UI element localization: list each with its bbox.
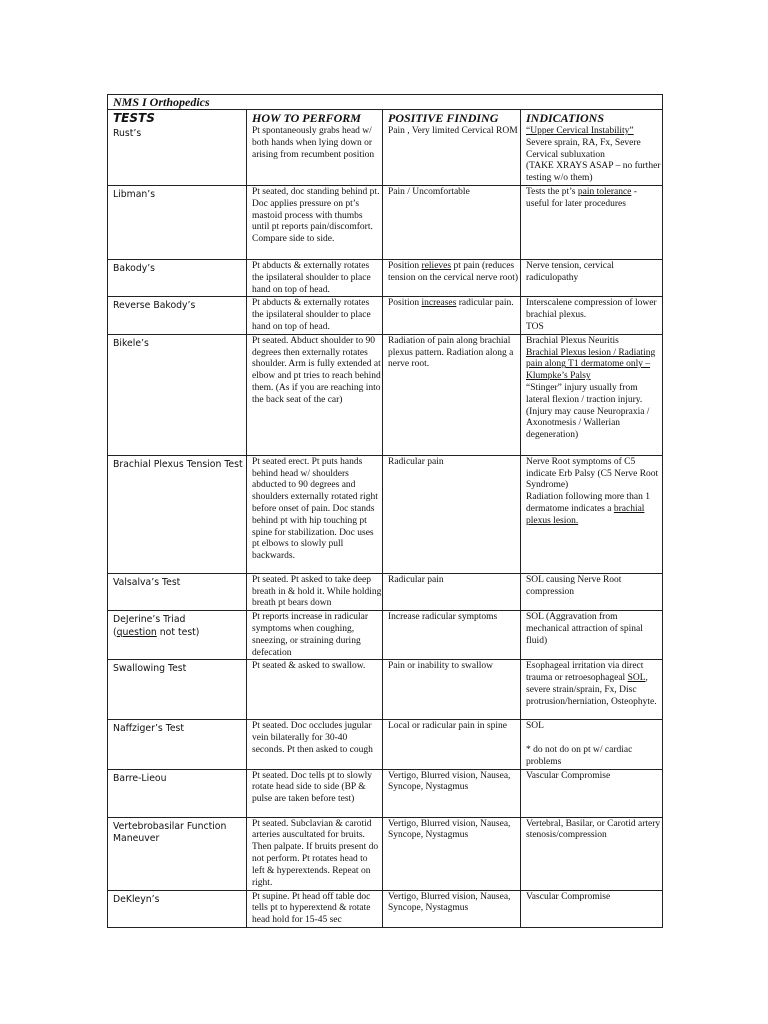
indications: Nerve Root symptoms of C5 indicate Erb Palsy (C5 Nerve Root Syndrome) Radiation following more than 1 dermatome indicates a brachial plexus lesion. xyxy=(521,455,663,573)
table-row xyxy=(108,660,663,720)
table-row xyxy=(108,890,663,927)
how-to-perform: Pt spontaneously grabs head w/ both hands when lying down or arising from recumbent position xyxy=(247,125,383,185)
how-to-perform: Pt supine. Pt head off table doc tells pt to hyperextend & rotate head hold for 15-45 sec xyxy=(247,890,383,927)
table-row xyxy=(108,297,663,334)
positive-finding: Pain or inability to swallow xyxy=(383,660,521,720)
positive-finding: Vertigo, Blurred vision, Nausea, Syncope, Nystagmus xyxy=(383,769,521,817)
header-how-to-perform: HOW TO PERFORM xyxy=(247,110,383,126)
table-row xyxy=(108,720,663,769)
table-row xyxy=(108,573,663,610)
positive-finding: Position relieves pt pain (reduces tension on the cervical nerve root) xyxy=(383,259,521,296)
header-indications: INDICATIONS xyxy=(521,110,663,126)
positive-finding: Vertigo, Blurred vision, Nausea, Syncope, Nystagmus xyxy=(383,890,521,927)
table-row xyxy=(108,185,663,259)
table-row xyxy=(108,817,663,890)
test-name: Rust’s xyxy=(108,125,247,185)
indications: SOL (Aggravation from mechanical attraction of spinal fluid) xyxy=(521,611,663,660)
table-row xyxy=(108,769,663,817)
test-name: Bikele’s xyxy=(108,334,247,455)
test-name: DeJerine’s Triad (question not test) xyxy=(108,611,247,660)
how-to-perform: Pt reports increase in radicular symptoms when coughing, sneezing, or straining during defecation xyxy=(247,611,383,660)
test-name: Naffziger’s Test xyxy=(108,720,247,769)
indications: Nerve tension, cervical radiculopathy xyxy=(521,259,663,296)
test-name: Brachial Plexus Tension Test xyxy=(108,455,247,573)
indications: “Upper Cervical Instability” Severe sprain, RA, Fx, Severe Cervical subluxation (TAKE XRAYS ASAP – no further testing w/o them) xyxy=(521,125,663,185)
positive-finding: Vertigo, Blurred vision, Nausea, Syncope, Nystagmus xyxy=(383,817,521,890)
test-name: Libman’s xyxy=(108,185,247,259)
indications: Brachial Plexus Neuritis Brachial Plexus lesion / Radiating pain along T1 dermatome only – Klumpke’s Palsy “Stinger” injury usually from lateral flexion / traction injury. (Injury may cause Neuropraxia / Axonotmesis / Wallerian degeneration) xyxy=(521,334,663,455)
indications: Interscalene compression of lower brachial plexus. TOS xyxy=(521,297,663,334)
table-row xyxy=(108,125,663,185)
header-positive-finding: POSITIVE FINDING xyxy=(383,110,521,126)
orthopedics-table xyxy=(107,94,663,928)
how-to-perform: Pt seated & asked to swallow. xyxy=(247,660,383,720)
how-to-perform: Pt abducts & externally rotates the ipsilateral shoulder to place hand on top of head. xyxy=(247,297,383,334)
test-name: Barre-Lieou xyxy=(108,769,247,817)
indications: SOL causing Nerve Root compression xyxy=(521,573,663,610)
test-name: Swallowing Test xyxy=(108,660,247,720)
how-to-perform: Pt seated, doc standing behind pt. Doc applies pressure on pt’s mastoid process with thumbs until pt reports pain/discomfort. Compare side to side. xyxy=(247,185,383,259)
indication-underlined: “Upper Cervical Instability” xyxy=(526,126,634,136)
indications: Tests the pt’s pain tolerance - useful for later procedures xyxy=(521,185,663,259)
how-to-perform: Pt seated. Subclavian & carotid arteries auscultated for bruits. Then palpate. If bruits present do not perform. Pt rotates head to left & hyperextends. Repeat on right. xyxy=(247,817,383,890)
test-name: Valsalva’s Test xyxy=(108,573,247,610)
document-title: NMS I Orthopedics xyxy=(108,95,663,110)
how-to-perform: Pt seated. Abduct shoulder to 90 degrees then externally rotates shoulder. Arm is fully extended at elbow and pt tries to reach behind them. (As if you are reaching into the back seat of the car) xyxy=(247,334,383,455)
positive-finding: Pain / Uncomfortable xyxy=(383,185,521,259)
indications: SOL * do not do on pt w/ cardiac problems xyxy=(521,720,663,769)
indications: Esophageal irritation via direct trauma or retroesophageal SOL, severe strain/sprain, Fx, Disc protrusion/herniation, Osteophyte. xyxy=(521,660,663,720)
positive-finding: Increase radicular symptoms xyxy=(383,611,521,660)
positive-finding: Radiation of pain along brachial plexus pattern. Radiation along a nerve root. xyxy=(383,334,521,455)
table-row xyxy=(108,334,663,455)
table-row xyxy=(108,259,663,296)
indications: Vascular Compromise xyxy=(521,890,663,927)
positive-finding: Local or radicular pain in spine xyxy=(383,720,521,769)
table-row xyxy=(108,611,663,660)
positive-finding: Radicular pain xyxy=(383,573,521,610)
how-to-perform: Pt seated. Doc occludes jugular vein bilaterally for 30-40 seconds. Pt then asked to cough xyxy=(247,720,383,769)
test-name: Reverse Bakody’s xyxy=(108,297,247,334)
how-to-perform: Pt seated erect. Pt puts hands behind head w/ shoulders abducted to 90 degrees and shoulders externally rotated right before onset of pain. Doc stands behind pt with hip touching pt spine for stabilization. Doc uses pt elbows to slowly pull backwards. xyxy=(247,455,383,573)
positive-finding: Radicular pain xyxy=(383,455,521,573)
how-to-perform: Pt seated. Pt asked to take deep breath in & hold it. While holding breath pt bears down xyxy=(247,573,383,610)
header-tests: TESTS xyxy=(108,110,247,126)
test-name: Vertebrobasilar Function Maneuver xyxy=(108,817,247,890)
positive-finding: Pain , Very limited Cervical ROM xyxy=(383,125,521,185)
test-name: DeKleyn’s xyxy=(108,890,247,927)
indications: Vertebral, Basilar, or Carotid artery stenosis/compression xyxy=(521,817,663,890)
how-to-perform: Pt seated. Doc tells pt to slowly rotate head side to side (BP & pulse are taken before test) xyxy=(247,769,383,817)
test-name: Bakody’s xyxy=(108,259,247,296)
indications: Vascular Compromise xyxy=(521,769,663,817)
table-row xyxy=(108,455,663,573)
positive-finding: Position increases radicular pain. xyxy=(383,297,521,334)
how-to-perform: Pt abducts & externally rotates the ipsilateral shoulder to place hand on top of head. xyxy=(247,259,383,296)
